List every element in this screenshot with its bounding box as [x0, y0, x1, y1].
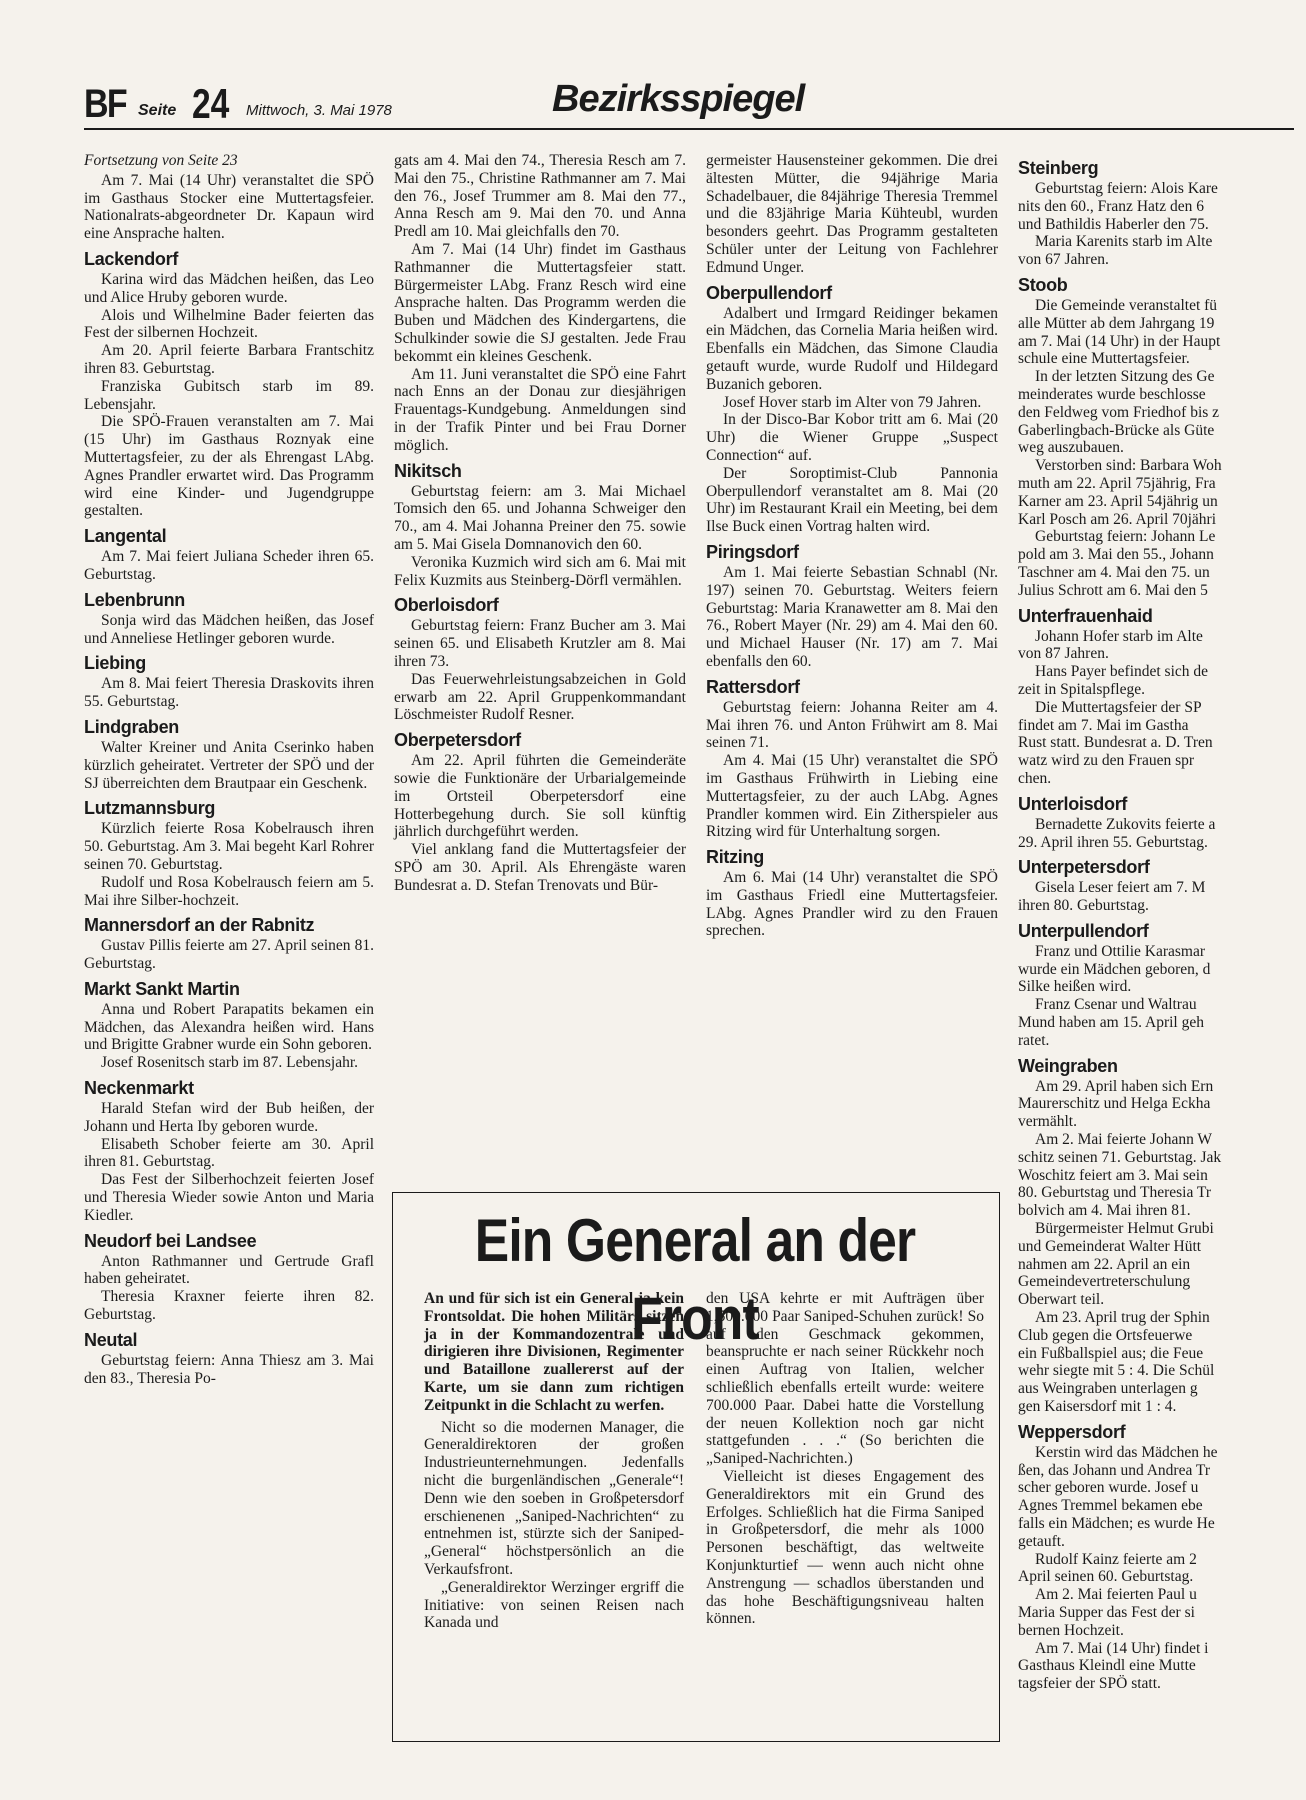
paragraph: Veronika Kuzmich wird sich am 6. Mai mit Felix Kuzmits aus Steinberg-Dörfl vermählen. [394, 553, 686, 589]
paragraph: Der Soroptimist-Club Pannonia Oberpullendorf veranstaltet am 8. Mai (20 Uhr) im Restaurant Krail ein Meeting, bei dem Ilse Buck einen Vortrag halten wird. [706, 464, 998, 536]
text-line: Geburtstag feiern: Alois Kare [1035, 180, 1218, 197]
paragraph: germeister Hausensteiner gekommen. Die drei ältesten Mütter, die 94jährige Maria Schadelbauer, die 84jährige Theresia Tremmel und die 83jährige Maria Kühteubl, wurden besonders geehrt. Das Programm gestalteten Schüler unter der Leitung von Fachlehrer Edmund Unger. [706, 152, 998, 276]
text-line: ihren 80. Geburtstag. [1018, 897, 1149, 915]
issue-date: Mittwoch, 3. Mai 1978 [246, 102, 392, 119]
text-line: Hans Payer befindet sich de [1035, 663, 1209, 681]
text-line: getauft. [1018, 1532, 1065, 1550]
text-line: ratet. [1018, 1031, 1050, 1049]
text-line: Franz und Ottilie Karasmar [1035, 942, 1206, 960]
text-line: Bernadette Zukovits feierte a [1035, 815, 1216, 833]
text-line: Die Muttertagsfeier der SP [1035, 698, 1202, 716]
newspaper-logo: BF [84, 82, 126, 126]
text-line: 29. April ihren 55. Geburtstag. [1018, 833, 1208, 851]
heading-unterpullendorf: Unterpullendorf [1018, 920, 1149, 941]
paragraph: Gustav Pillis feierte am 27. April seinen 81. Geburtstag. [84, 937, 374, 973]
text-line: von 67 Jahren. [1018, 251, 1109, 269]
text-line: Am 29. April haben sich Ern [1035, 1077, 1214, 1095]
header-rule [84, 128, 1294, 130]
paragraph: Vielleicht ist dieses Engagement des Generaldirektors mit ein Grund des Erfolges. Schließlich hat die Firma Saniped in Großpetersdorf, die mehr als 1000 Personen beschäftigt, das weltweite Konjunkturtief — wenn auch nicht ohne Anstrengung — schadlos überstanden und das hohe Beschäftigungsniveau halten können. [706, 1467, 984, 1628]
text-line: Am 7. Mai (14 Uhr) findet i [1035, 1639, 1209, 1657]
heading-stoob: Stoob [1018, 274, 1068, 295]
heading-unterpetersdorf: Unterpetersdorf [1018, 857, 1150, 878]
text-line: Rust statt. Bundesrat a. D. Tren [1018, 734, 1213, 752]
text-line: bernen Hochzeit. [1018, 1621, 1124, 1639]
heading-lutzmannsburg: Lutzmannsburg [84, 798, 216, 819]
paragraph: Am 7. Mai (14 Uhr) veranstaltet die SPÖ im Gasthaus Stocker eine Muttertagsfeier. Nationalrats-abgeordneter Dr. Kapaun wird eine Ansprache halten. [84, 171, 374, 243]
text-line: Franz Csenar und Waltrau [1035, 996, 1197, 1014]
paragraph: Walter Kreiner und Anita Cserinko haben kürzlich geheiratet. Vertreter der SPÖ und der SJ überreichten dem Brautpaar ein Geschenk. [84, 738, 374, 792]
text-line: Verstorben sind: Barbara Woh [1035, 457, 1222, 475]
text-line: 80. Geburtstag und Theresia Tr [1018, 1184, 1212, 1202]
text-line: gen Kaisersdorf mit 1 : 4. [1018, 1398, 1177, 1416]
text-line: Geburtstag feiern: Johann Le [1035, 528, 1216, 546]
text-line: Rudolf Kainz feierte am 2 [1035, 1550, 1197, 1568]
text-line: und Gemeinderat Walter Hütt [1018, 1237, 1202, 1255]
text-line: alle Mütter ab dem Jahrgang 19 [1018, 314, 1215, 332]
text-line: findet am 7. Mai im Gastha [1018, 716, 1189, 734]
text-line: Johann Hofer starb im Alte [1035, 627, 1203, 645]
text-line: Karner am 23. April 54jährig un [1018, 492, 1218, 510]
text-line: weg auszubauen. [1018, 439, 1124, 457]
paragraph: Kürzlich feierte Rosa Kobelrausch ihren 50. Geburtstag. Am 3. Mai begeht Karl Rohrer seinen 70. Geburtstag. [84, 820, 374, 873]
text-line: nahmen am 22. April an ein [1018, 1255, 1191, 1273]
feature-column-1 [424, 1290, 684, 1632]
text-line: Julius Schrott am 6. Mai den 5 [1018, 581, 1208, 599]
text-line: muth am 22. April 75jährig, Fra [1018, 474, 1216, 492]
paragraph: Am 1. Mai feierte Sebastian Schnabl (Nr. 197) seinen 70. Geburtstag. Weiters feiern Geburtstag: Maria Kranawetter am 8. Mai den 76., Robert Mayer (Nr. 29) am 4. Mai den 60. und Michael Hauser (Nr. 17) am 7. Mai ebenfalls den 60. [706, 563, 998, 670]
heading-oberloisdorf: Oberloisdorf [394, 595, 499, 616]
text-line: Gasthaus Kleindl eine Mutte [1018, 1657, 1196, 1675]
paragraph: Karina wird das Mädchen heißen, das Leo und Alice Hruby geboren wurde. [84, 270, 374, 306]
paragraph: Theresia Kraxner feierte ihren 82. Geburtstag. [84, 1288, 374, 1324]
page-label: Seite [138, 102, 177, 119]
paragraph: In der Disco-Bar Kobor tritt am 6. Mai (20 Uhr) die Wiener Gruppe „Suspect Connection“ auf. [706, 411, 998, 464]
text-line: ein Fußballspiel aus; die Feue [1018, 1344, 1204, 1362]
paragraph: Geburtstag feiern: am 3. Mai Michael Tomsich den 65. und Johanna Schweiger den 70., am 4. Mai Johanna Preiner den 75. sowie am 5. Mai Gisela Domnanovich den 60. [394, 482, 686, 553]
heading-weingraben: Weingraben [1018, 1055, 1118, 1076]
text-line: Am 23. April trug der Sphin [1035, 1309, 1210, 1327]
text-line: pold am 3. Mai den 55., Johann [1018, 546, 1214, 564]
text-line: ßen, das Johann und Andrea Tr [1018, 1461, 1211, 1479]
paragraph: Elisabeth Schober feierte am 30. April ihren 81. Geburtstag. [84, 1135, 374, 1171]
text-line: zeit in Spitalspflege. [1018, 680, 1145, 698]
paragraph: Viel anklang fand die Muttertagsfeier der SPÖ am 30. April. Als Ehrengäste waren Bundesrat a. D. Stefan Trenovats und Bür- [394, 841, 686, 894]
column-2 [394, 152, 686, 894]
paragraph: Harald Stefan wird der Bub heißen, der Johann und Herta Iby geboren wurde. [84, 1100, 374, 1135]
text-line: schitz seinen 71. Geburtstag. Jak [1018, 1148, 1222, 1166]
text-line: von 87 Jahren. [1018, 645, 1109, 663]
paragraph: Am 22. April führten die Gemeinderäte sowie die Funktionäre der Urbarialgemeinde im Ortsteil Oberpetersdorf eine Hotterbegehung durch. Sie soll künftig jährlich durchgeführt werden. [394, 752, 686, 841]
paragraph: Das Feuerwehrleistungsabzeichen in Gold erwarb am 22. April Gruppenkommandant Löschmeister Rudolf Resner. [394, 670, 686, 724]
heading-rattersdorf: Rattersdorf [706, 676, 800, 697]
paragraph: Am 8. Mai feiert Theresia Draskovits ihren 55. Geburtstag. [84, 675, 374, 711]
text-line: meinderates wurde beschlosse [1018, 385, 1206, 403]
paragraph: Geburtstag feiern: Johanna Reiter am 4. Mai ihren 76. und Anton Frühwirt am 8. Mai seinen 71. [706, 698, 998, 752]
heading-mannersdorf: Mannersdorf an der Rabnitz [84, 915, 315, 936]
text-line: den Feldweg vom Friedhof bis z [1018, 403, 1220, 421]
heading-liebing: Liebing [84, 653, 146, 674]
text-line: nits den 60., Franz Hatz den 6 [1018, 197, 1204, 215]
text-line: Taschner am 4. Mai den 75. un [1018, 563, 1210, 581]
text-line: Woschitz feiert am 3. Mai sein [1018, 1166, 1208, 1184]
heading-oberpetersdorf: Oberpetersdorf [394, 730, 521, 751]
column-1 [84, 152, 374, 1387]
heading-langental: Langental [84, 526, 167, 547]
page-number: 24 [192, 80, 230, 127]
text-line: April seinen 60. Geburtstag. [1018, 1568, 1194, 1586]
paragraph: Rudolf und Rosa Kobelrausch feiern am 5. Mai ihre Silber-hochzeit. [84, 873, 374, 909]
paragraph: Die SPÖ-Frauen veranstalten am 7. Mai (15 Uhr) im Gasthaus Roznyak eine Muttertagsfeier, zu der als Ehrengast LAbg. Agnes Prandler erwartet wird. Das Programm wird eine Kinder- und Jugendgruppe gestalten. [84, 413, 374, 520]
text-line: Kerstin wird das Mädchen he [1035, 1443, 1218, 1461]
paragraph: „Generaldirektor Werzinger ergriff die Initiative: von seinen Reisen nach Kanada und [424, 1578, 684, 1632]
text-line: chen. [1018, 769, 1052, 787]
text-line: schule eine Muttertagsfeier. [1018, 350, 1190, 368]
column-4 [1018, 152, 1298, 1693]
feature-column-2 [706, 1290, 984, 1628]
text-line: Maurerschitz und Helga Eckha [1018, 1095, 1211, 1113]
heading-unterloisdorf: Unterloisdorf [1018, 793, 1128, 814]
feature-lead: An und für sich ist ein General ja kein Frontsoldat. Die hohen Militärs sitzen ja in der Kommandozentrale und dirigieren ihre Divisionen, Regimenter und Bataillone zuallererst auf der Karte, um sie dann zum richtigen Zeitpunkt in die Schlacht zu werfen. [424, 1290, 684, 1414]
paragraph: Anna und Robert Parapatits bekamen ein Mädchen, das Alexandra heißen wird. Hans und Brigitte Grabner wurde ein Sohn geboren. [84, 1000, 374, 1054]
text-line: bolvich am 4. Mai ihren 81. [1018, 1202, 1191, 1220]
text-line: watz wird zu den Frauen spr [1018, 752, 1195, 770]
text-line: tagsfeier der SPÖ statt. [1018, 1675, 1161, 1693]
paragraph: Am 4. Mai (15 Uhr) veranstaltet die SPÖ im Gasthaus Frühwirth in Liebing eine Muttertagsfeier, zu der auch LAbg. Agnes Prandler kommen wird. Ein Zitherspieler aus Ritzing wird für Unterhaltung sorgen. [706, 752, 998, 841]
text-line: vermählt. [1018, 1113, 1077, 1131]
paragraph: Adalbert und Irmgard Reidinger bekamen ein Mädchen, das Cornelia Maria heißen wird. Ebenfalls ein Mädchen, das Simone Claudia getauft wurde, wurde Rudolf und Hildegard Buzanich geboren. [706, 304, 998, 393]
paragraph: Am 6. Mai (14 Uhr) veranstaltet die SPÖ im Gasthaus Friedl eine Muttertagsfeier. LAbg. Agnes Prandler wird zu den Frauen sprechen. [706, 869, 998, 940]
text-line: aus Weingraben unterlagen g [1018, 1380, 1198, 1398]
text-line: Gisela Leser feiert am 7. M [1035, 879, 1206, 897]
paragraph: Geburtstag feiern: Anna Thiesz am 3. Mai den 83., Theresia Po- [84, 1351, 374, 1387]
heading-nikitsch: Nikitsch [394, 460, 462, 481]
text-line: und Bathildis Haberler den 75. [1018, 215, 1209, 233]
text-line: Die Gemeinde veranstaltet fü [1035, 296, 1218, 314]
continuation-note: Fortsetzung von Seite 23 [84, 152, 238, 169]
text-line: am 7. Mai (14 Uhr) in der Haupt [1018, 332, 1221, 350]
heading-lebenbrunn: Lebenbrunn [84, 589, 185, 610]
text-line: Maria Supper das Fest der si [1018, 1603, 1195, 1621]
paragraph: Am 7. Mai (14 Uhr) findet im Gasthaus Rathmanner die Muttertagsfeier statt. Bürgermeister LAbg. Franz Resch wird eine Ansprache halten. Das Programm werden die Buben und Mädchen des Kindergartens, die Schulkinder sowie die SJ gestalten. Jede Frau bekommt ein kleines Geschenk. [394, 240, 686, 365]
heading-lackendorf: Lackendorf [84, 248, 179, 269]
text-line: Gaberlingbach-Brücke als Güte [1018, 421, 1215, 439]
text-line: falls ein Mädchen; es wurde He [1018, 1515, 1215, 1532]
heading-markt-sankt-martin: Markt Sankt Martin [84, 978, 240, 999]
heading-neutal: Neutal [84, 1329, 138, 1350]
heading-unterfrauenhaid: Unterfrauenhaid [1018, 605, 1153, 626]
heading-neckenmarkt: Neckenmarkt [84, 1078, 194, 1099]
paragraph: Franziska Gubitsch starb im 89. Lebensjahr. [84, 377, 374, 413]
paragraph: Das Fest der Silberhochzeit feierten Josef und Theresia Wieder sowie Anton und Maria Kiedler. [84, 1171, 374, 1224]
heading-weppersdorf: Weppersdorf [1018, 1421, 1126, 1442]
paragraph: Anton Rathmanner und Gertrude Grafl haben geheiratet. [84, 1252, 374, 1288]
text-line: Mund haben am 15. April geh [1018, 1014, 1204, 1032]
feature-headline: Ein General an der Front [474, 1207, 916, 1352]
heading-steinberg: Steinberg [1018, 158, 1099, 178]
text-line: Agnes Tremmel bekamen ebe [1018, 1497, 1203, 1515]
heading-lindgraben: Lindgraben [84, 716, 179, 737]
text-line: Club gegen die Ortsfeuerwe [1018, 1326, 1193, 1344]
paragraph: Alois und Wilhelmine Bader feierten das Fest der silbernen Hochzeit. [84, 306, 374, 342]
paragraph: Josef Hover starb im Alter von 79 Jahren. [723, 393, 982, 411]
heading-oberpullendorf: Oberpullendorf [706, 282, 832, 303]
text-line: Karl Posch am 26. April 70jähri [1018, 510, 1217, 528]
text-line: wehr siegte mit 5 : 4. Die Schül [1018, 1362, 1215, 1380]
text-line: Bürgermeister Helmut Grubi [1035, 1220, 1214, 1238]
paragraph: Am 11. Juni veranstaltet die SPÖ eine Fahrt nach Enns an der Donau zur diesjährigen Frauentags-Kundgebung. Anmeldungen sind in der Trafik Pinter und bei Frau Dorner möglich. [394, 365, 686, 454]
column-3 [706, 152, 998, 940]
paragraph: gats am 4. Mai den 74., Theresia Resch am 7. Mai den 75., Christine Rathmanner am 7. Mai den 76., Josef Trummer am 8. Mai den 77., Anna Resch am 9. Mai den 70. und Anna Predl am 10. Mai gleichfalls den 70. [394, 152, 686, 241]
paragraph: Josef Rosenitsch starb im 87. Lebensjahr. [101, 1054, 358, 1072]
masthead [84, 78, 1294, 130]
heading-neudorf: Neudorf bei Landsee [84, 1230, 257, 1251]
text-line: Am 2. Mai feierten Paul u [1035, 1586, 1197, 1604]
text-line: In der letzten Sitzung des Ge [1035, 368, 1215, 386]
section-title: Bezirksspiegel [552, 78, 805, 120]
text-line: Gemeindevertreterschulung [1018, 1273, 1191, 1291]
paragraph: Am 7. Mai feiert Juliana Scheder ihren 65. Geburtstag. [84, 548, 374, 583]
paragraph: Geburtstag feiern: Franz Bucher am 3. Mai seinen 65. und Elisabeth Krutzler am 8. Mai ihren 73. [394, 617, 686, 670]
paragraph: Am 20. April feierte Barbara Frantschitz ihren 83. Geburtstag. [84, 342, 374, 377]
text-line: Silke heißen wird. [1018, 978, 1132, 996]
paragraph: Sonja wird das Mädchen heißen, das Josef und Anneliese Hetlinger geboren wurde. [84, 611, 374, 647]
text-line: scher geboren wurde. Josef u [1018, 1479, 1199, 1497]
paragraph: Nicht so die modernen Manager, die Generaldirektoren der großen Industrieunternehmungen. Jedenfalls nicht die burgenländischen „Generale“! Denn wie den soeben in Großpetersdorf erschienenen „Saniped-Nachrichten“ zu entnehmen ist, stürzte sich der Saniped-„General“ höchstpersönlich an die Verkaufsfront. [424, 1418, 684, 1578]
paragraph: den USA kehrte er mit Aufträgen über 1,500.000 Paar Saniped-Schuhen zurück! So auf den Geschmack gekommen, beanspruchte er nach seiner Rückkehr noch einen Auftrag von Italien, welcher schließlich ebenfalls erteilt wurde: weitere 700.000 Paar. Dabei hatte die Vorstellung der neuen Kollektion noch gar nicht stattgefunden . . .“ (So berichten die „Saniped-Nachrichten.) [706, 1290, 984, 1468]
text-line: Am 2. Mai feierte Johann W [1035, 1131, 1213, 1149]
heading-piringsdorf: Piringsdorf [706, 541, 799, 562]
heading-ritzing: Ritzing [706, 847, 764, 868]
text-line: Maria Karenits starb im Alte [1035, 233, 1213, 251]
text-line: Oberwart teil. [1018, 1291, 1105, 1309]
text-line: wurde ein Mädchen geboren, d [1018, 960, 1211, 978]
